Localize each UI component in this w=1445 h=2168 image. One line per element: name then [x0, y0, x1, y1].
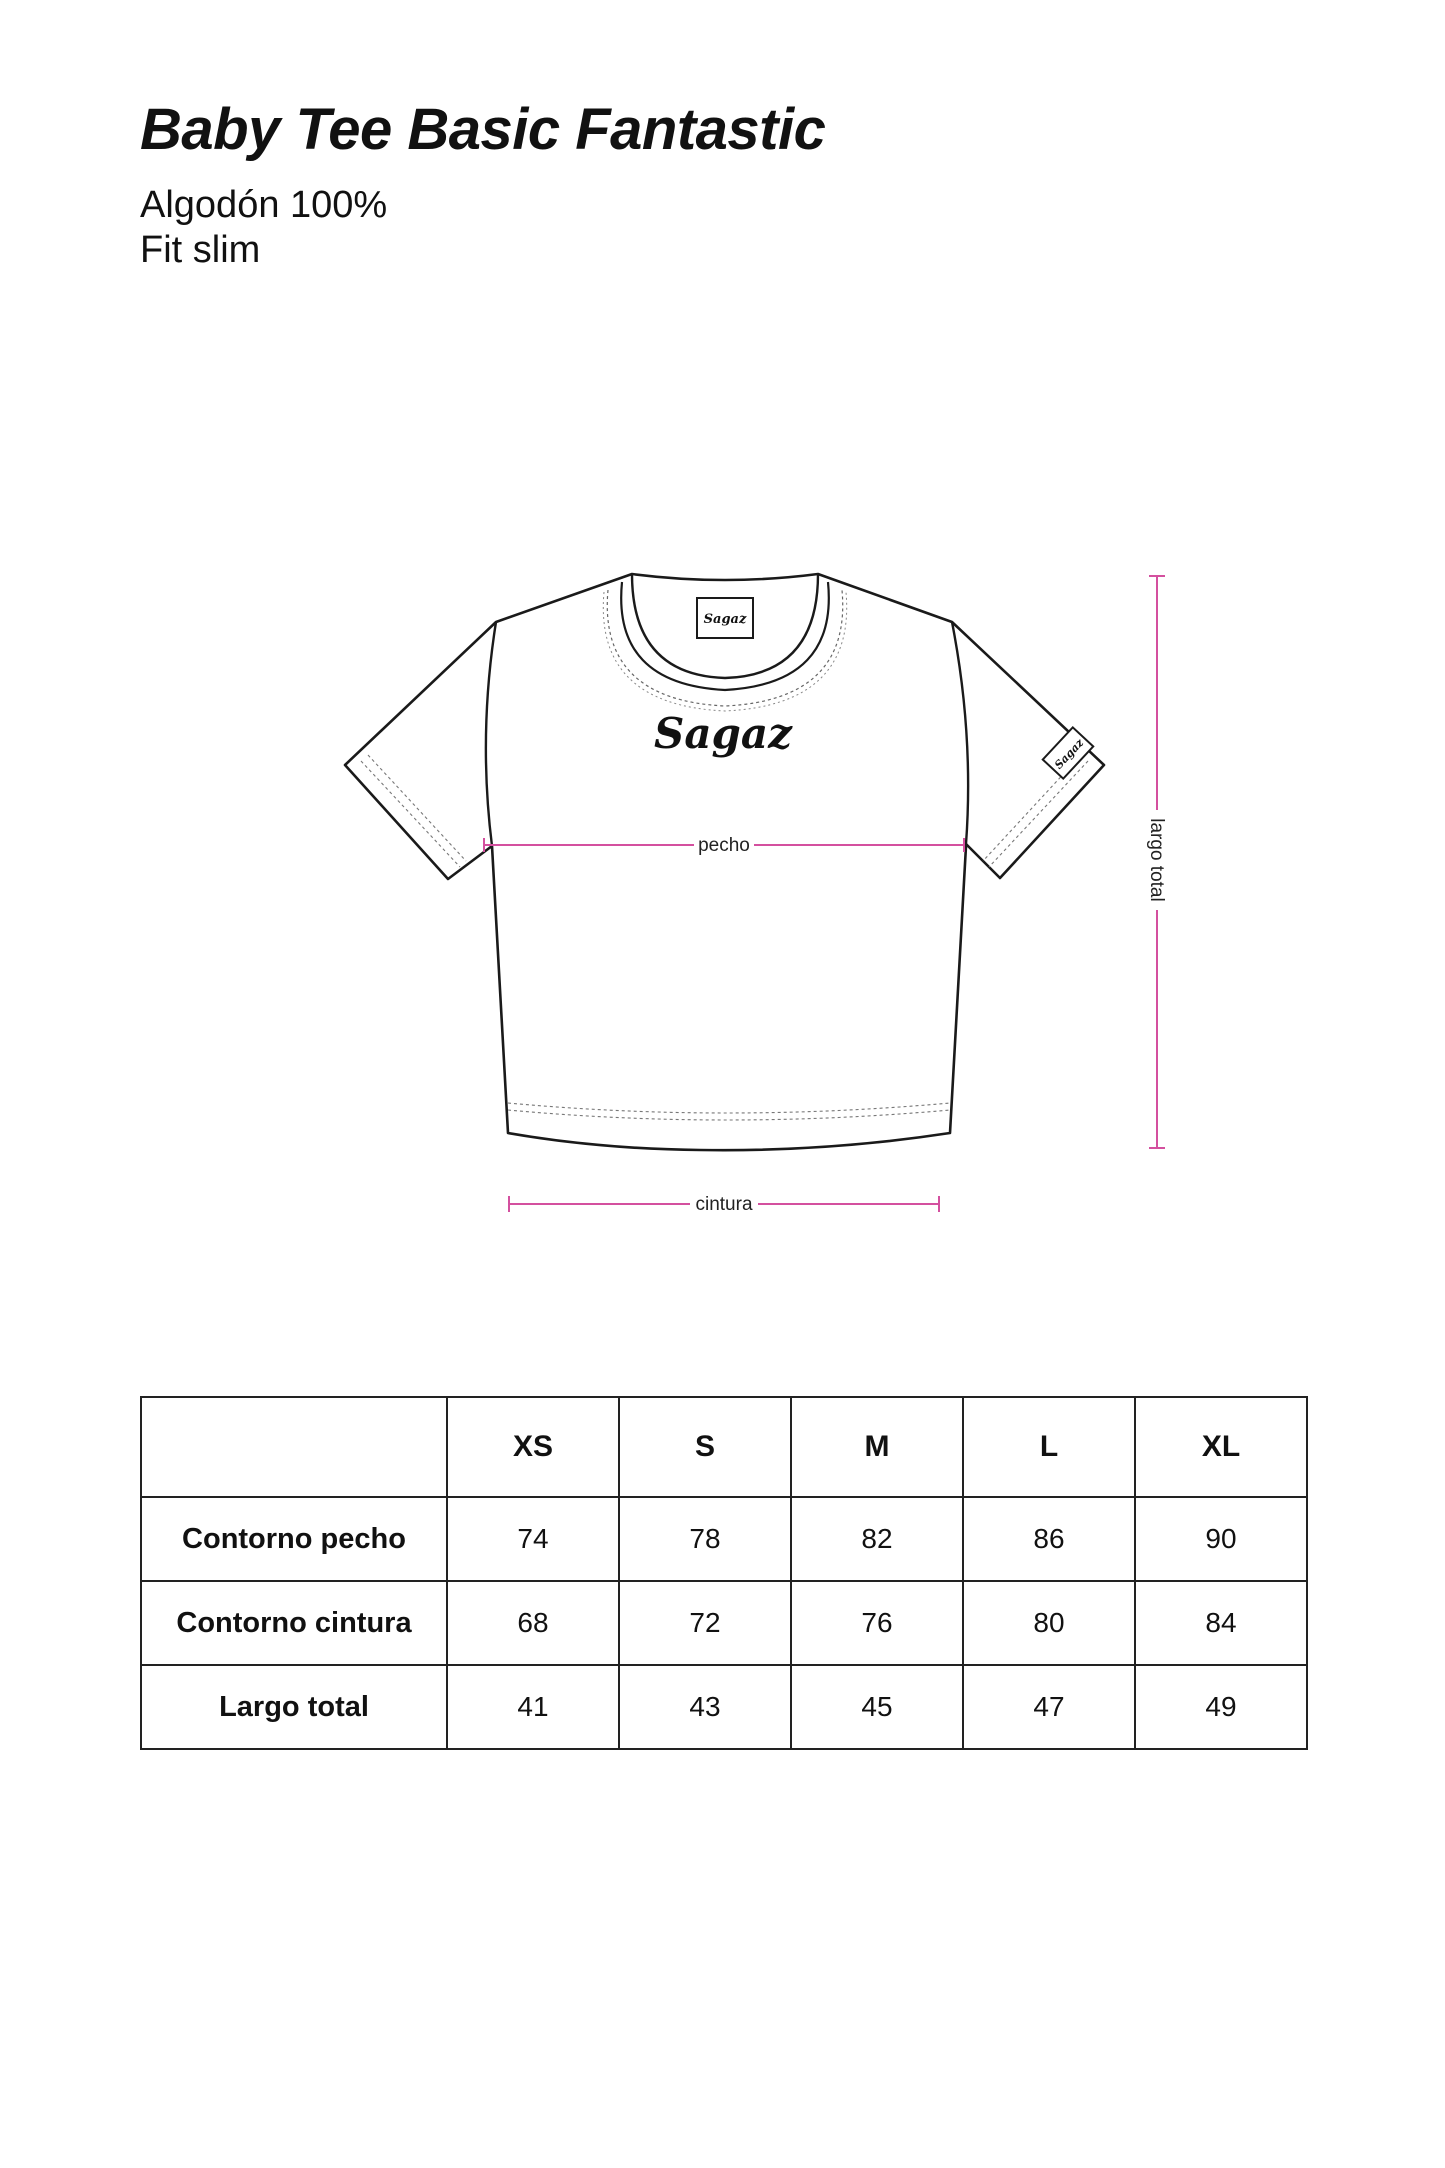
table-cell: 47 — [963, 1665, 1135, 1749]
left-armhole-seam — [486, 622, 496, 846]
table-corner-cell — [141, 1397, 447, 1497]
table-row — [141, 1665, 1307, 1749]
table-cell: 68 — [447, 1581, 619, 1665]
size-header-m: M — [791, 1397, 963, 1497]
sleeve-tag-logo: Sagaz — [1052, 736, 1087, 772]
table-cell: 76 — [791, 1581, 963, 1665]
row-label-chest: Contorno pecho — [141, 1497, 447, 1581]
table-cell: 49 — [1135, 1665, 1307, 1749]
size-header-l: L — [963, 1397, 1135, 1497]
table-cell: 74 — [447, 1497, 619, 1581]
hem-stitch — [508, 1103, 950, 1120]
table-cell: 45 — [791, 1665, 963, 1749]
row-label-waist: Contorno cintura — [141, 1581, 447, 1665]
table-row — [141, 1581, 1307, 1665]
table-cell: 78 — [619, 1497, 791, 1581]
chest-logo: Sagaz — [654, 709, 792, 758]
tshirt-diagram — [0, 540, 1445, 1240]
waist-measure-label: cintura — [695, 1194, 753, 1215]
product-title: Baby Tee Basic Fantastic — [140, 97, 826, 162]
neck-label-logo: Sagaz — [703, 612, 747, 627]
chest-measure-label: pecho — [698, 835, 750, 856]
table-cell: 80 — [963, 1581, 1135, 1665]
right-sleeve-stitch — [983, 755, 1088, 867]
table-cell: 86 — [963, 1497, 1135, 1581]
product-fit: Fit slim — [140, 229, 261, 271]
product-material: Algodón 100% — [140, 184, 388, 226]
table-cell: 90 — [1135, 1497, 1307, 1581]
table-cell: 72 — [619, 1581, 791, 1665]
table-cell: 41 — [447, 1665, 619, 1749]
left-sleeve-stitch — [361, 755, 466, 867]
right-armhole-seam — [952, 622, 968, 844]
table-cell: 43 — [619, 1665, 791, 1749]
sleeve-tag — [1043, 727, 1093, 778]
table-row — [141, 1497, 1307, 1581]
size-header-xs: XS — [447, 1397, 619, 1497]
size-header-row — [141, 1397, 1307, 1497]
table-cell: 82 — [791, 1497, 963, 1581]
tshirt-outline — [345, 574, 1104, 1150]
size-table — [140, 1396, 1308, 1750]
size-header-xl: XL — [1135, 1397, 1307, 1497]
table-cell: 84 — [1135, 1581, 1307, 1665]
size-header-s: S — [619, 1397, 791, 1497]
length-measure-label: largo total — [1146, 818, 1167, 902]
row-label-length: Largo total — [141, 1665, 447, 1749]
